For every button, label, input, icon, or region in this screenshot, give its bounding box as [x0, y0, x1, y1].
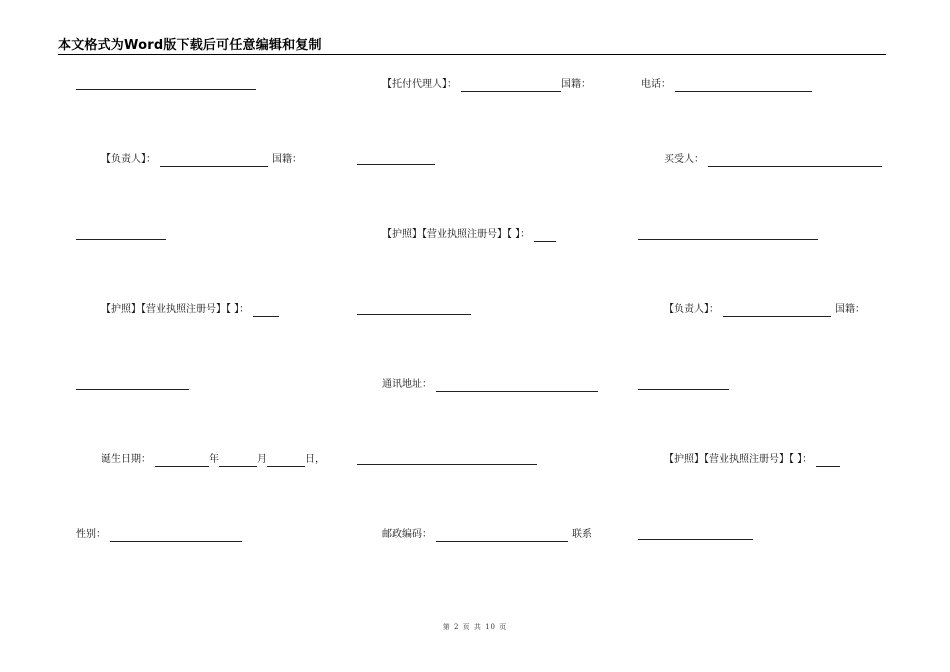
postcode-field [382, 528, 592, 542]
fill-line [357, 303, 471, 315]
phone-field [641, 78, 812, 92]
birth-label: 诞生日期： [101, 454, 151, 465]
nationality-label: 国籍： [835, 304, 865, 315]
fill-line [76, 228, 166, 240]
gender-label: 性别： [76, 529, 106, 540]
buyer-line [708, 155, 882, 167]
year-label: 年 [209, 454, 219, 465]
fill-line [357, 153, 435, 165]
address-line [436, 380, 598, 392]
gender-field [76, 528, 242, 542]
nationality-label: 国籍： [272, 154, 302, 165]
passport-license-field [664, 453, 840, 467]
phone-label: 电话： [641, 79, 671, 90]
birth-date-field [101, 453, 325, 467]
month-line [219, 455, 257, 467]
page-number: 第 2 页 共 10 页 [442, 623, 508, 631]
blank-line-r2c2 [357, 153, 435, 165]
passport-license-label: 【护照】【营业执照注册号】【 】： [664, 454, 813, 465]
month-label: 月 [257, 454, 267, 465]
principal-label: 【负责人】： [664, 304, 719, 315]
fill-line [76, 378, 189, 390]
principal-field [101, 153, 302, 167]
postcode-line [436, 530, 568, 542]
passport-license-field [382, 228, 556, 242]
passport-line [816, 455, 840, 467]
blank-line-r7c3 [638, 528, 753, 540]
buyer-label: 买受人： [664, 154, 704, 165]
blank-line-r3c1 [76, 228, 166, 240]
passport-license-label: 【护照】【营业执照注册号】【 】： [382, 229, 531, 240]
blank-line-r1c1 [76, 78, 256, 90]
fill-line [638, 528, 753, 540]
blank-line-r4c2 [357, 303, 471, 315]
year-line [155, 455, 209, 467]
principal-label: 【负责人】： [101, 154, 156, 165]
fill-line [76, 78, 256, 90]
header-title: 本文格式为Word版下载后可任意编辑和复制 [58, 38, 322, 53]
postcode-label: 邮政编码： [382, 529, 432, 540]
principal-field [664, 303, 865, 317]
blank-line-r5c1 [76, 378, 189, 390]
fill-line [357, 453, 537, 465]
address-label: 通讯地址： [382, 379, 432, 390]
passport-license-field [101, 303, 279, 317]
address-field [382, 378, 598, 392]
agent-label: 【托付代理人】： [382, 79, 457, 90]
passport-line [253, 305, 279, 317]
blank-line-r5c3 [638, 378, 729, 390]
buyer-field [664, 153, 882, 167]
contact-label: 联系 [572, 529, 592, 540]
principal-line [160, 155, 268, 167]
fill-line [638, 378, 729, 390]
blank-line-r6c2 [357, 453, 537, 465]
principal-line [723, 305, 831, 317]
blank-line-r3c3 [638, 228, 818, 240]
day-line [267, 455, 305, 467]
day-label: 日， [305, 454, 325, 465]
nationality-label: 国籍： [561, 79, 591, 90]
passport-line [534, 230, 556, 242]
phone-line [675, 80, 812, 92]
page-header [58, 34, 886, 55]
fill-line [638, 228, 818, 240]
passport-license-label: 【护照】【营业执照注册号】【 】： [101, 304, 250, 315]
agent-field [382, 78, 591, 92]
agent-line [461, 80, 561, 92]
gender-line [110, 530, 242, 542]
